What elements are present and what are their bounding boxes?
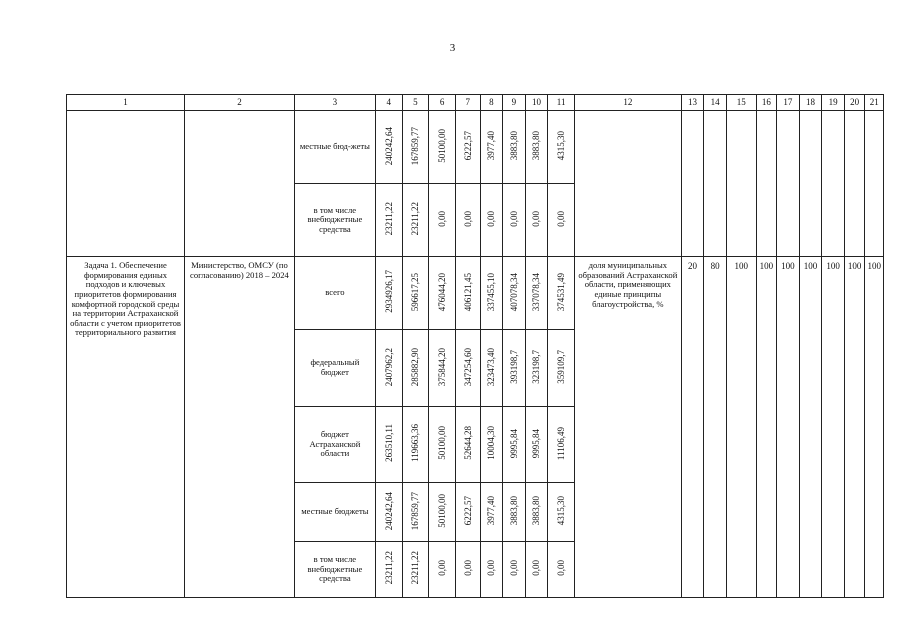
funding-source: местные бюд-жеты — [294, 111, 375, 184]
indicator-description: доля муниципальных образований Астраханской области, применяющих единые принципы благоустройства, % — [574, 257, 681, 598]
value-cell: 359109,7 — [548, 330, 575, 407]
value-cell: 0,00 — [525, 184, 548, 257]
column-header: 10 — [525, 95, 548, 111]
column-header: 14 — [704, 95, 727, 111]
value-cell: 375844,20 — [429, 330, 456, 407]
column-header: 2 — [185, 95, 295, 111]
column-header: 13 — [681, 95, 704, 111]
value-cell: 406121,45 — [455, 257, 480, 330]
target-value: 100 — [726, 257, 756, 598]
page-number: 3 — [449, 42, 456, 54]
program-table — [66, 94, 884, 598]
value-cell: 50100,00 — [429, 483, 456, 542]
executor-period: Министерство, ОМСУ (по согласованию) 2018 – 2024 — [185, 257, 295, 598]
target-cell-empty — [799, 111, 822, 257]
target-cell-empty — [756, 111, 777, 257]
value-cell: 50100,00 — [429, 407, 456, 483]
value-cell: 0,00 — [503, 184, 526, 257]
value-cell: 11106,49 — [548, 407, 575, 483]
column-header: 1 — [67, 95, 185, 111]
indicator-cell-empty — [574, 111, 681, 257]
task-cell-empty — [67, 111, 185, 257]
value-cell: 2407962,2 — [375, 330, 402, 407]
value-cell: 596617,25 — [402, 257, 429, 330]
value-cell: 3977,40 — [480, 111, 503, 184]
table-row — [67, 111, 884, 184]
target-cell-empty — [726, 111, 756, 257]
value-cell: 3883,80 — [525, 111, 548, 184]
target-cell-empty — [704, 111, 727, 257]
target-value: 100 — [822, 257, 845, 598]
value-cell: 4315,30 — [548, 111, 575, 184]
value-cell: 10004,30 — [480, 407, 503, 483]
value-cell: 0,00 — [480, 542, 503, 598]
value-cell: 0,00 — [548, 184, 575, 257]
executor-cell-empty — [185, 111, 295, 257]
value-cell: 6222,57 — [455, 483, 480, 542]
target-cell-empty — [681, 111, 704, 257]
column-header: 21 — [865, 95, 884, 111]
value-cell: 3977,40 — [480, 483, 503, 542]
column-header: 4 — [375, 95, 402, 111]
column-header: 8 — [480, 95, 503, 111]
value-cell: 0,00 — [503, 542, 526, 598]
column-header: 20 — [844, 95, 865, 111]
funding-source: бюджет Астраханской области — [294, 407, 375, 483]
value-cell: 23211,22 — [402, 184, 429, 257]
value-cell: 9995,84 — [503, 407, 526, 483]
value-cell: 323473,40 — [480, 330, 503, 407]
target-value: 100 — [865, 257, 884, 598]
value-cell: 337078,34 — [525, 257, 548, 330]
value-cell: 23211,22 — [375, 542, 402, 598]
header-row — [67, 95, 884, 111]
value-cell: 52644,28 — [455, 407, 480, 483]
value-cell: 285882,90 — [402, 330, 429, 407]
value-cell: 0,00 — [429, 184, 456, 257]
column-header: 9 — [503, 95, 526, 111]
target-value: 20 — [681, 257, 704, 598]
value-cell: 3883,80 — [525, 483, 548, 542]
value-cell: 476044,20 — [429, 257, 456, 330]
value-cell: 337455,10 — [480, 257, 503, 330]
funding-source: в том числе внебюджетные средства — [294, 542, 375, 598]
value-cell: 6222,57 — [455, 111, 480, 184]
target-cell-empty — [777, 111, 800, 257]
task-description: Задача 1. Обеспечение формирования единых подходов и ключевых приоритетов формирования комфортной городской среды на территории Астраханской области с учетом приоритетов территориального развития — [67, 257, 185, 598]
value-cell: 0,00 — [480, 184, 503, 257]
value-cell: 9995,84 — [525, 407, 548, 483]
value-cell: 3883,80 — [503, 483, 526, 542]
value-cell: 167859,77 — [402, 111, 429, 184]
column-header: 18 — [799, 95, 822, 111]
value-cell: 0,00 — [429, 542, 456, 598]
funding-source: в том числе внебюджетные средства — [294, 184, 375, 257]
column-header: 19 — [822, 95, 845, 111]
value-cell: 0,00 — [455, 542, 480, 598]
funding-source: всего — [294, 257, 375, 330]
value-cell: 23211,22 — [402, 542, 429, 598]
value-cell: 0,00 — [548, 542, 575, 598]
column-header: 15 — [726, 95, 756, 111]
value-cell: 0,00 — [525, 542, 548, 598]
column-header: 6 — [429, 95, 456, 111]
value-cell: 323198,7 — [525, 330, 548, 407]
funding-source: местные бюджеты — [294, 483, 375, 542]
value-cell: 4315,30 — [548, 483, 575, 542]
column-header: 5 — [402, 95, 429, 111]
target-value: 80 — [704, 257, 727, 598]
value-cell: 263510,11 — [375, 407, 402, 483]
value-cell: 167859,77 — [402, 483, 429, 542]
column-header: 17 — [777, 95, 800, 111]
value-cell: 407078,34 — [503, 257, 526, 330]
value-cell: 23211,22 — [375, 184, 402, 257]
target-value: 100 — [799, 257, 822, 598]
value-cell: 0,00 — [455, 184, 480, 257]
value-cell: 240242,64 — [375, 111, 402, 184]
value-cell: 50100,00 — [429, 111, 456, 184]
value-cell: 374531,49 — [548, 257, 575, 330]
value-cell: 347254,60 — [455, 330, 480, 407]
table-row — [67, 257, 884, 330]
column-header: 12 — [574, 95, 681, 111]
column-header: 11 — [548, 95, 575, 111]
target-cell-empty — [865, 111, 884, 257]
column-header: 7 — [455, 95, 480, 111]
target-value: 100 — [777, 257, 800, 598]
value-cell: 2934926,17 — [375, 257, 402, 330]
column-header: 3 — [294, 95, 375, 111]
value-cell: 240242,64 — [375, 483, 402, 542]
target-cell-empty — [822, 111, 845, 257]
target-value: 100 — [756, 257, 777, 598]
value-cell: 119663,36 — [402, 407, 429, 483]
target-cell-empty — [844, 111, 865, 257]
value-cell: 3883,80 — [503, 111, 526, 184]
column-header: 16 — [756, 95, 777, 111]
funding-source: федеральный бюджет — [294, 330, 375, 407]
target-value: 100 — [844, 257, 865, 598]
value-cell: 393198,7 — [503, 330, 526, 407]
